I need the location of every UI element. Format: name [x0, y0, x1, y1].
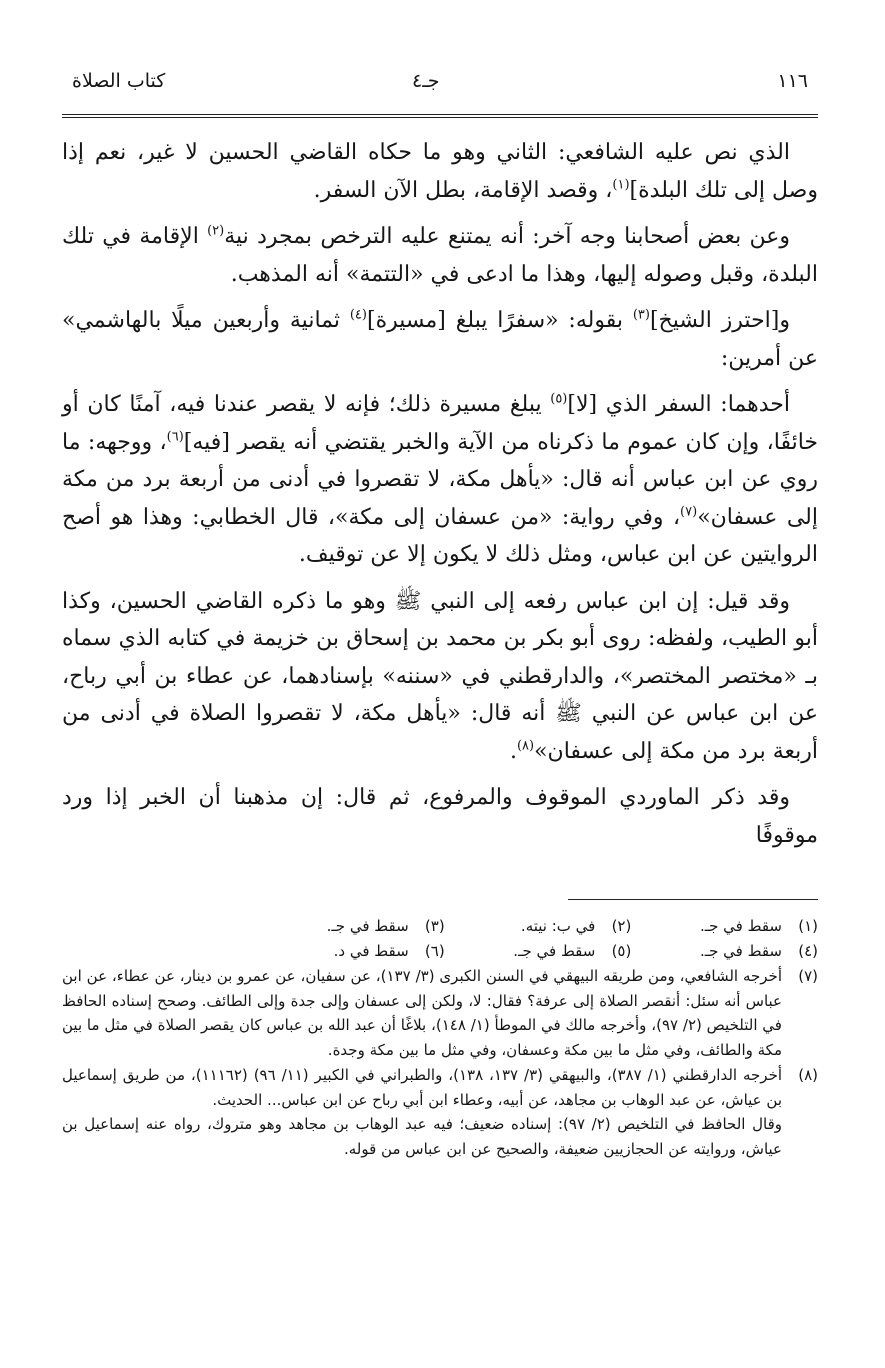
footnote-number: (١) [798, 917, 818, 935]
footnote-text: أخرجه الشافعي، ومن طريقه البيهقي في السنن الكبرى (٣/ ١٣٧)، عن سفيان، عن عمرو بن دينار، عن عطاء، عن ابن عباس أنه سئل: أنقصر الصلاة إلى عرفة؟ فقال: لا، ولكن إلى عسفان وإلى جدة وإلى الطائف. وصحح إسناده الحافظ في التلخيص (٢/ ٩٧)، وأخرجه مالك في الموطأ (١/ ١٤٨)، بلاغًا أن عبد الله بن عباس كان يقصر الصلاة في مثل ما بين مكة والطائف، وفي مثل ما بين مكة وعسفان، وفي مثل ما بين مكة وجدة. [62, 967, 782, 1059]
footnote-marker[interactable]: (٢) [207, 223, 225, 239]
volume-label: جـ٤ [412, 70, 440, 92]
footnote-item [258, 939, 445, 964]
running-header [62, 62, 818, 104]
paragraph [62, 386, 818, 574]
header-divider [62, 114, 818, 118]
text-run: يبلغ مسيرة ذلك؛ فإنه لا يقصر عندنا فيه، آمنًا كان أو خائفًا، وإن كان عموم ما ذكرناه من الآية والخبر يقتضي أنه يقصر [فيه] [62, 392, 818, 455]
footnote-marker[interactable]: (٤) [349, 307, 367, 323]
footnote-number: (٦) [424, 941, 445, 960]
text-run: الإقامة في تلك البلدة، وقبل وصوله إليها، وهذا ما ادعى في «التتمة» أنه المذهب. [62, 224, 818, 287]
footnote-text-block [62, 1063, 782, 1161]
text-run: ، وقصد الإقامة، بطل الآن السفر. [313, 177, 613, 203]
footnote-number: (٧) [798, 967, 818, 985]
footnote-marker[interactable]: (٦) [166, 429, 184, 445]
footnote-text: وقال الحافظ في التلخيص (٢/ ٩٧): إسناده ضعيف؛ فيه عبد الوهاب بن مجاهد وهو متروك، رواه عنه إسماعيل بن عياش، وروايته عن الحجازيين ضعيفة، والصحيح عن ابن عباس من قوله. [62, 1115, 782, 1158]
footnote-item [631, 939, 818, 964]
paragraph: وقد ذكر الماوردي الموقوف والمرفوع، ثم قال: إن مذهبنا أن الخبر إذا ورد موقوفًا [62, 785, 818, 848]
footnote-text: سقط في جـ. [699, 917, 782, 935]
footnote-marker[interactable]: (٨) [516, 738, 535, 754]
page-number: ١١٦ [777, 70, 808, 92]
footnote-item [62, 1063, 818, 1161]
text-run: . [509, 738, 517, 764]
footnote-item [445, 914, 632, 939]
footnote-text: أخرجه الدارقطني (١/ ٣٨٧)، والبيهقي (٣/ ١٣٧، ١٣٨)، والطبراني في الكبير (١١/ ٩٦) (١١١٦٢)، من طريق إسماعيل بن عياش، عن عبد الوهاب بن مجاهد، عن أبيه، وعطاء ابن أبي رباح عن ابن عباس... الحديث. [62, 1066, 783, 1109]
text-run: ، ووجهه: ما روي عن ابن عباس أنه قال: «يأهل مكة، لا تقصروا في أدنى من أربعة برد من مكة إلى عسفان» [62, 429, 818, 530]
footnote-number: (٣) [424, 917, 445, 935]
text-run: الذي نص عليه الشافعي: الثاني وهو ما حكاه القاضي الحسين لا غير، نعم إذا وصل إلى تلك البلدة] [62, 140, 818, 203]
footnote-number: (٥) [611, 941, 632, 960]
footnote-text: سقط في جـ. [699, 941, 782, 960]
main-text [62, 134, 818, 863]
book-title: كتاب الصلاة [72, 70, 166, 92]
footnote-text: سقط في د. [333, 941, 409, 960]
footnote-text: سقط في جـ. [513, 941, 596, 960]
footnote-text: في ب: نيته. [520, 917, 596, 935]
footnote-number: (٤) [798, 941, 818, 960]
text-run: وعن بعض أصحابنا وجه آخر: أنه يمتنع عليه الترخص بمجرد نية [224, 224, 790, 249]
footnote-item [445, 939, 632, 964]
footnote-item [62, 964, 818, 1062]
text-run: ، وفي رواية: «من عسفان إلى مكة»، قال الخطابي: وهذا هو أصح الروايتين عن ابن عباس، ومثل ذلك لا يكون إلا عن توقيف. [62, 504, 818, 567]
footnote-marker[interactable]: (٧) [680, 504, 698, 520]
book-page [62, 62, 818, 1352]
footnote-divider [568, 899, 818, 900]
footnote-item [631, 914, 818, 939]
text-run: و[احترز الشيخ] [649, 308, 790, 333]
footnote-text: سقط في جـ. [326, 917, 409, 935]
footnotes [62, 914, 818, 1161]
paragraph [62, 583, 818, 771]
footnote-marker[interactable]: (٣) [632, 307, 650, 323]
footnote-marker[interactable]: (٥) [550, 391, 568, 407]
paragraph [62, 218, 818, 293]
footnote-number: (٨) [798, 1066, 818, 1084]
short-footnotes [258, 914, 818, 963]
text-run: وقد قيل: إن ابن عباس رفعه إلى النبي ﷺ وهو ما ذكره القاضي الحسين، وكذا أبو الطيب، ولفظه: روى أبو بكر بن محمد بن إسحاق بن خزيمة في كتابه الذي سماه بـ «مختصر المختصر»، والدارقطني في «سننه» بإسنادهما، عن عطاء بن أبي رباح، عن ابن عباس عن النبي ﷺ أنه قال: «يأهل مكة، لا تقصروا الصلاة في أدنى من أربعة برد من مكة إلى عسفان» [62, 588, 818, 764]
footnote-item [258, 914, 445, 939]
footnote-number: (٢) [611, 917, 632, 935]
paragraph [62, 302, 818, 377]
footnote-marker[interactable]: (١) [612, 177, 630, 193]
text-run: ثمانية وأربعين ميلًا بالهاشمي» عن أمرين: [62, 308, 818, 371]
text-run: بقوله: «سفرًا يبلغ [مسيرة] [366, 308, 633, 333]
text-run: أحدهما: السفر الذي [لا] [567, 392, 791, 417]
paragraph [62, 134, 818, 209]
